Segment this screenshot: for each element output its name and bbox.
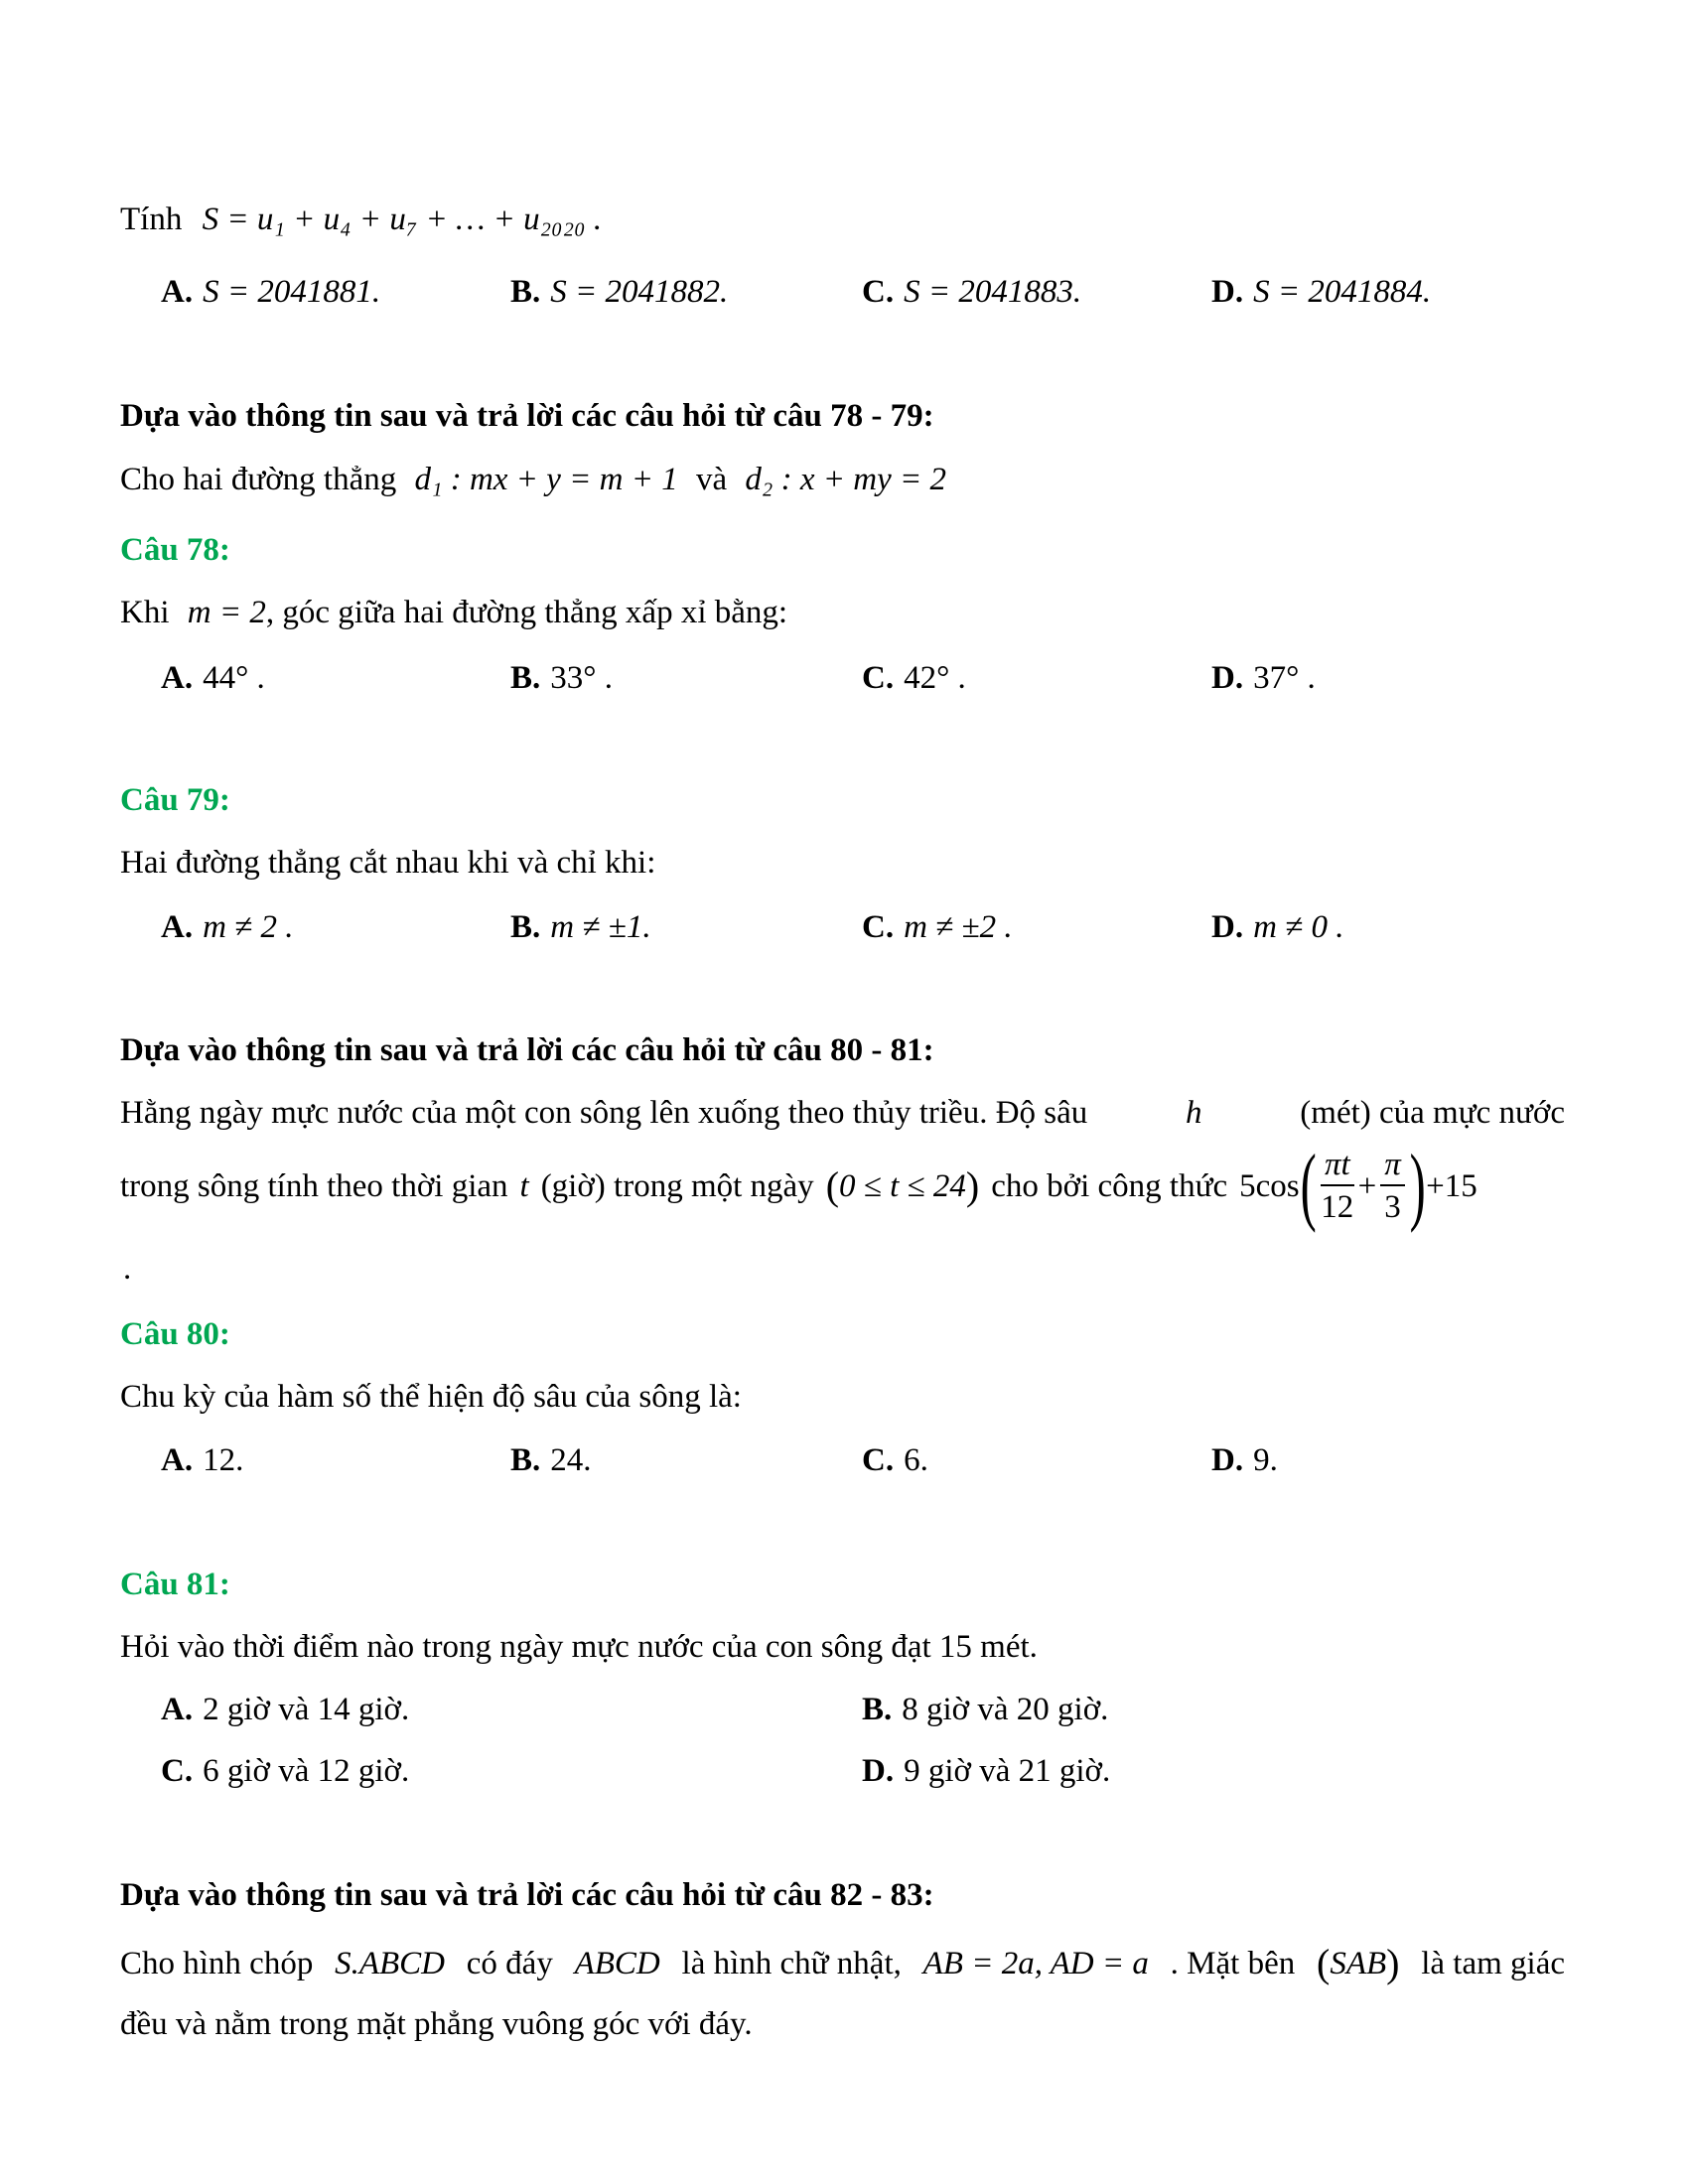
block1-info xyxy=(120,464,946,496)
q77-option-b[interactable] xyxy=(510,276,728,309)
block2-line2-c: cho bởi công thức xyxy=(991,1167,1228,1204)
option-text: 2 giờ và 14 giờ. xyxy=(203,1692,410,1727)
q80-option-a[interactable] xyxy=(161,1444,243,1477)
block3-line1-m1: S.ABCD xyxy=(335,1946,446,1981)
option-text: m ≠ ±2 . xyxy=(904,909,1013,945)
plane-open-paren: ( xyxy=(1316,1941,1331,1985)
option-text: S = 2041884. xyxy=(1253,274,1432,310)
block2-line1-a: Hằng ngày mực nước của một con sông lên xuống theo thủy triều. Độ sâu xyxy=(120,1095,1088,1131)
option-label: A. xyxy=(161,660,194,696)
option-label: A. xyxy=(161,909,194,945)
q78-stem-prefix: Khi xyxy=(120,595,170,630)
option-text: 9. xyxy=(1253,1442,1278,1478)
option-label: C. xyxy=(161,1753,194,1789)
fraction-pi-t-over-12 xyxy=(1321,1148,1354,1224)
block2-line2 xyxy=(120,1138,1477,1234)
block3-heading: Dựa vào thông tin sau và trả lời các câu hỏi từ câu 82 - 83: xyxy=(120,1877,934,1913)
fraction-denominator: 3 xyxy=(1384,1189,1401,1225)
block3-line1-b: có đáy xyxy=(466,1946,553,1981)
q77-option-c[interactable] xyxy=(862,276,1081,309)
q81-option-c[interactable] xyxy=(161,1755,409,1788)
block3-line1-c: là hình chữ nhật, xyxy=(681,1946,902,1981)
q78-option-b[interactable] xyxy=(510,662,613,695)
q78-stem-suffix: , góc giữa hai đường thẳng xấp xỉ bằng: xyxy=(265,595,788,630)
option-label: D. xyxy=(862,1753,895,1789)
block3-line1-m3: AB = 2a, AD = a xyxy=(922,1946,1149,1981)
block2-line2-var: t xyxy=(519,1167,529,1204)
q78-title: Câu 78: xyxy=(120,532,230,568)
q79-option-a[interactable] xyxy=(161,911,294,944)
block3-line1-m4: SAB xyxy=(1330,1946,1387,1981)
formula-open-paren: ( xyxy=(1300,1138,1317,1234)
block3-line1-e: là tam giác xyxy=(1421,1946,1565,1981)
option-label: B. xyxy=(510,1442,541,1478)
block3-line1-d: . Mặt bên xyxy=(1170,1946,1296,1981)
option-text: 8 giờ và 20 giờ. xyxy=(902,1692,1109,1727)
block3-line1-a: Cho hình chóp xyxy=(120,1946,314,1981)
intro-formula: S = u₁ + u₄ + u₇ + … + u₂₀₂₀ . xyxy=(202,202,603,237)
intro-prefix: Tính xyxy=(120,202,183,237)
option-text: 24. xyxy=(550,1442,592,1478)
option-text: S = 2041881. xyxy=(203,274,381,310)
q80-option-b[interactable] xyxy=(510,1444,592,1477)
option-label: D. xyxy=(1211,660,1244,696)
q79-option-d[interactable] xyxy=(1211,911,1344,944)
q77-option-a[interactable] xyxy=(161,276,380,309)
q79-option-b[interactable] xyxy=(510,911,651,944)
interval-close-paren: ) xyxy=(965,1163,980,1208)
fraction-numerator: π xyxy=(1380,1148,1405,1186)
option-text: 6 giờ và 12 giờ. xyxy=(203,1753,410,1789)
q79-title: Câu 79: xyxy=(120,782,230,818)
option-label: A. xyxy=(161,1442,194,1478)
q81-option-d[interactable] xyxy=(862,1755,1110,1788)
formula-close-paren: ) xyxy=(1409,1138,1426,1234)
block2-line1-b: (mét) của mực nước xyxy=(1300,1095,1565,1131)
q80-stem: Chu kỳ của hàm số thể hiện độ sâu của sông là: xyxy=(120,1379,742,1415)
option-text: m ≠ 2 . xyxy=(203,909,294,945)
option-label: B. xyxy=(510,274,541,310)
q78-option-c[interactable] xyxy=(862,662,966,695)
option-text: m ≠ 0 . xyxy=(1253,909,1344,945)
block2-line1 xyxy=(120,1097,1565,1130)
formula-coef: 5cos xyxy=(1239,1167,1300,1204)
block3-line2: đều và nằm trong mặt phẳng vuông góc với đáy. xyxy=(120,2006,753,2042)
intro-line xyxy=(120,204,602,236)
option-text: 37° . xyxy=(1253,660,1316,696)
q79-option-c[interactable] xyxy=(862,911,1013,944)
option-label: A. xyxy=(161,1692,194,1727)
trailing-dot: . xyxy=(123,1251,132,1287)
q77-option-d[interactable] xyxy=(1211,276,1431,309)
block1-d1: d₁ : mx + y = m + 1 xyxy=(414,462,678,497)
block1-heading: Dựa vào thông tin sau và trả lời các câu hỏi từ câu 78 - 79: xyxy=(120,398,934,434)
q80-option-c[interactable] xyxy=(862,1444,928,1477)
option-label: B. xyxy=(510,660,541,696)
block2-line2-b: (giờ) trong một ngày xyxy=(540,1167,814,1204)
q81-title: Câu 81: xyxy=(120,1567,230,1602)
option-text: 6. xyxy=(904,1442,928,1478)
option-text: S = 2041882. xyxy=(550,274,729,310)
option-text: 9 giờ và 21 giờ. xyxy=(904,1753,1111,1789)
fraction-pi-over-3 xyxy=(1380,1148,1405,1224)
block3-line1-m2: ABCD xyxy=(574,1946,660,1981)
block2-line1-var: h xyxy=(1186,1095,1202,1131)
option-label: B. xyxy=(510,909,541,945)
q80-option-d[interactable] xyxy=(1211,1444,1278,1477)
q81-option-a[interactable] xyxy=(161,1694,409,1726)
option-label: C. xyxy=(862,274,895,310)
option-label: D. xyxy=(1211,274,1244,310)
block3-line1 xyxy=(120,1941,1565,1985)
option-label: C. xyxy=(862,1442,895,1478)
q78-stem-math: m = 2 xyxy=(187,595,266,630)
q78-stem xyxy=(120,597,787,629)
fraction-numerator: πt xyxy=(1321,1148,1354,1186)
plane-close-paren: ) xyxy=(1386,1941,1400,1985)
fraction-denominator: 12 xyxy=(1321,1189,1354,1225)
option-label: D. xyxy=(1211,1442,1244,1478)
option-label: B. xyxy=(862,1692,893,1727)
q81-option-b[interactable] xyxy=(862,1694,1108,1726)
block1-and: và xyxy=(695,462,728,497)
block2-line2-a: trong sông tính theo thời gian xyxy=(120,1167,508,1204)
option-text: 44° . xyxy=(203,660,265,696)
q78-option-d[interactable] xyxy=(1211,662,1316,695)
formula-tail: +15 xyxy=(1426,1167,1477,1204)
option-text: 12. xyxy=(203,1442,244,1478)
option-label: A. xyxy=(161,274,194,310)
block2-interval: 0 ≤ t ≤ 24 xyxy=(839,1167,966,1204)
option-label: D. xyxy=(1211,909,1244,945)
q78-option-a[interactable] xyxy=(161,662,265,695)
q79-stem: Hai đường thẳng cắt nhau khi và chỉ khi: xyxy=(120,845,656,881)
q80-title: Câu 80: xyxy=(120,1316,230,1352)
option-label: C. xyxy=(862,660,895,696)
block3-plane xyxy=(1316,1941,1400,1985)
option-text: 33° . xyxy=(550,660,613,696)
q81-stem: Hỏi vào thời điểm nào trong ngày mực nước của con sông đạt 15 mét. xyxy=(120,1629,1038,1665)
block2-heading: Dựa vào thông tin sau và trả lời các câu hỏi từ câu 80 - 81: xyxy=(120,1032,934,1068)
block1-info-prefix: Cho hai đường thẳng xyxy=(120,462,397,497)
interval-open-paren: ( xyxy=(825,1163,840,1208)
formula-plus: + xyxy=(1357,1167,1377,1204)
option-text: m ≠ ±1. xyxy=(550,909,651,945)
block1-d2: d₂ : x + my = 2 xyxy=(745,462,946,497)
option-text: S = 2041883. xyxy=(904,274,1082,310)
option-label: C. xyxy=(862,909,895,945)
option-text: 42° . xyxy=(904,660,966,696)
